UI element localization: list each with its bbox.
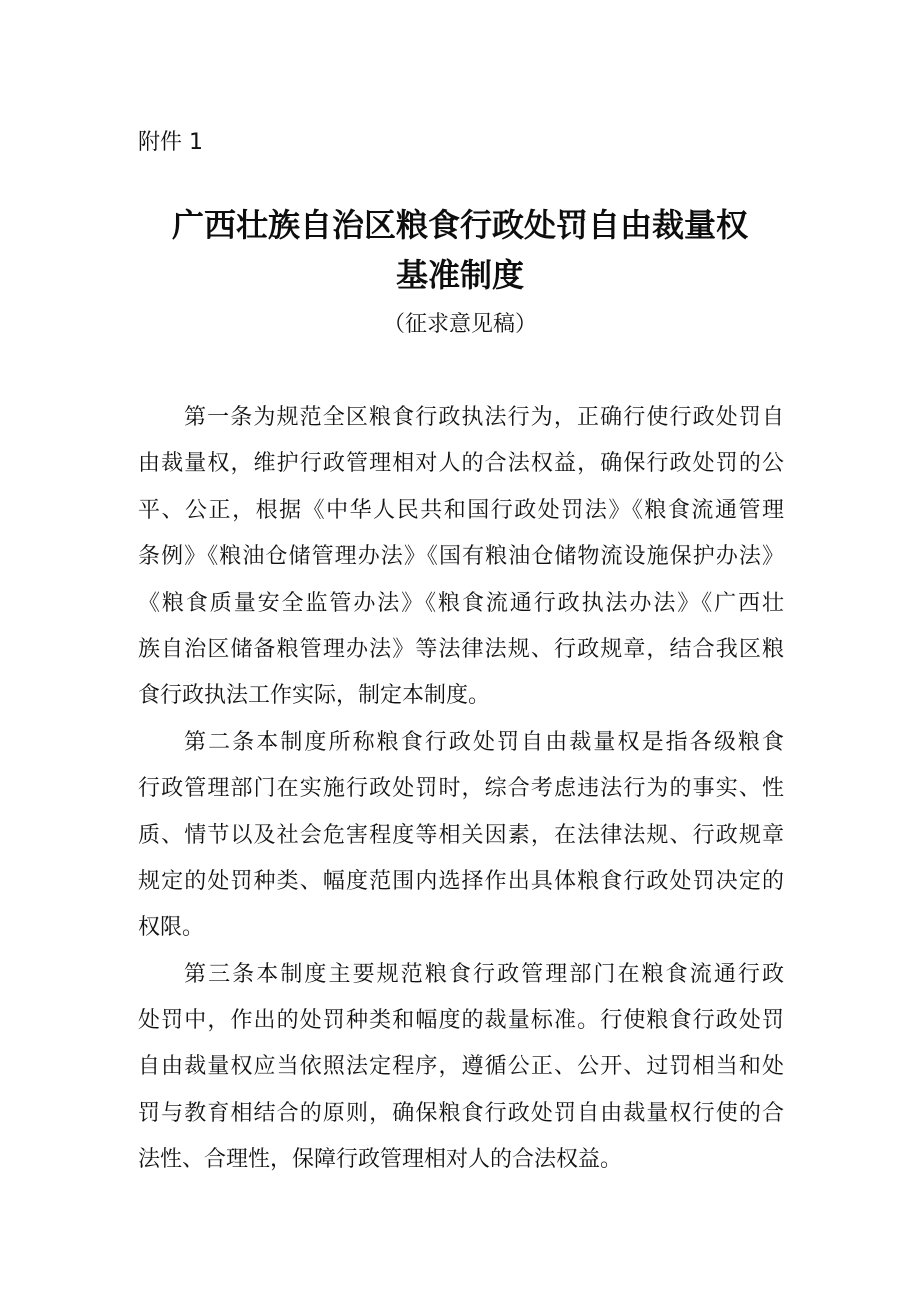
paragraph-line: 族自治区储备粮管理办法》等法律法规、行政规章，结合我区粮 <box>138 636 784 662</box>
paragraph-line: 平、公正，根据《中华人民共和国行政处罚法》《粮食流通管理 <box>138 497 784 523</box>
paragraph-line: 处罚中，作出的处罚种类和幅度的裁量标准。行使粮食行政处罚 <box>138 1008 784 1034</box>
paragraph-line: 《粮食质量安全监管办法》《粮食流通行政执法办法》《广西壮 <box>138 590 784 616</box>
paragraph-line: 第三条本制度主要规范粮食行政管理部门在粮食流通行政 <box>184 961 784 987</box>
document-body <box>138 395 784 1184</box>
article-2 <box>138 720 784 952</box>
paragraph-line: 第一条为规范全区粮食行政执法行为，正确行使行政处罚自 <box>184 405 784 430</box>
article-3 <box>138 952 784 1184</box>
title-line: 广西壮族自治区粮食行政处罚自由裁量权 <box>171 206 748 244</box>
document-subtitle: （征求意见稿） <box>382 312 537 337</box>
paragraph-line: 食行政执法工作实际，制定本制度。 <box>138 683 491 709</box>
attachment-label: 附件 1 <box>138 130 203 155</box>
paragraph-line: 行政管理部门在实施行政处罚时，综合考虑违法行为的事实、性 <box>138 776 784 802</box>
article-1 <box>138 395 784 720</box>
paragraph-line: 自由裁量权应当依照法定程序，遵循公正、公开、过罚相当和处 <box>138 1054 784 1080</box>
title-line: 基准制度 <box>395 256 524 294</box>
paragraph-line: 罚与教育相结合的原则，确保粮食行政处罚自由裁量权行使的合 <box>138 1100 784 1126</box>
document-title <box>0 200 920 300</box>
paragraph-line: 规定的处罚种类、幅度范围内选择作出具体粮食行政处罚决定的 <box>138 868 784 894</box>
paragraph-line: 由裁量权，维护行政管理相对人的合法权益，确保行政处罚的公 <box>138 451 784 477</box>
paragraph-line: 第二条本制度所称粮食行政处罚自由裁量权是指各级粮食 <box>184 729 784 755</box>
paragraph-line: 质、情节以及社会危害程度等相关因素，在法律法规、行政规章 <box>138 822 784 848</box>
paragraph-line: 条例》《粮油仓储管理办法》《国有粮油仓储物流设施保护办法》 <box>138 544 784 570</box>
paragraph-line: 权限。 <box>138 915 205 941</box>
paragraph-line: 法性、合理性，保障行政管理相对人的合法权益。 <box>138 1147 623 1173</box>
